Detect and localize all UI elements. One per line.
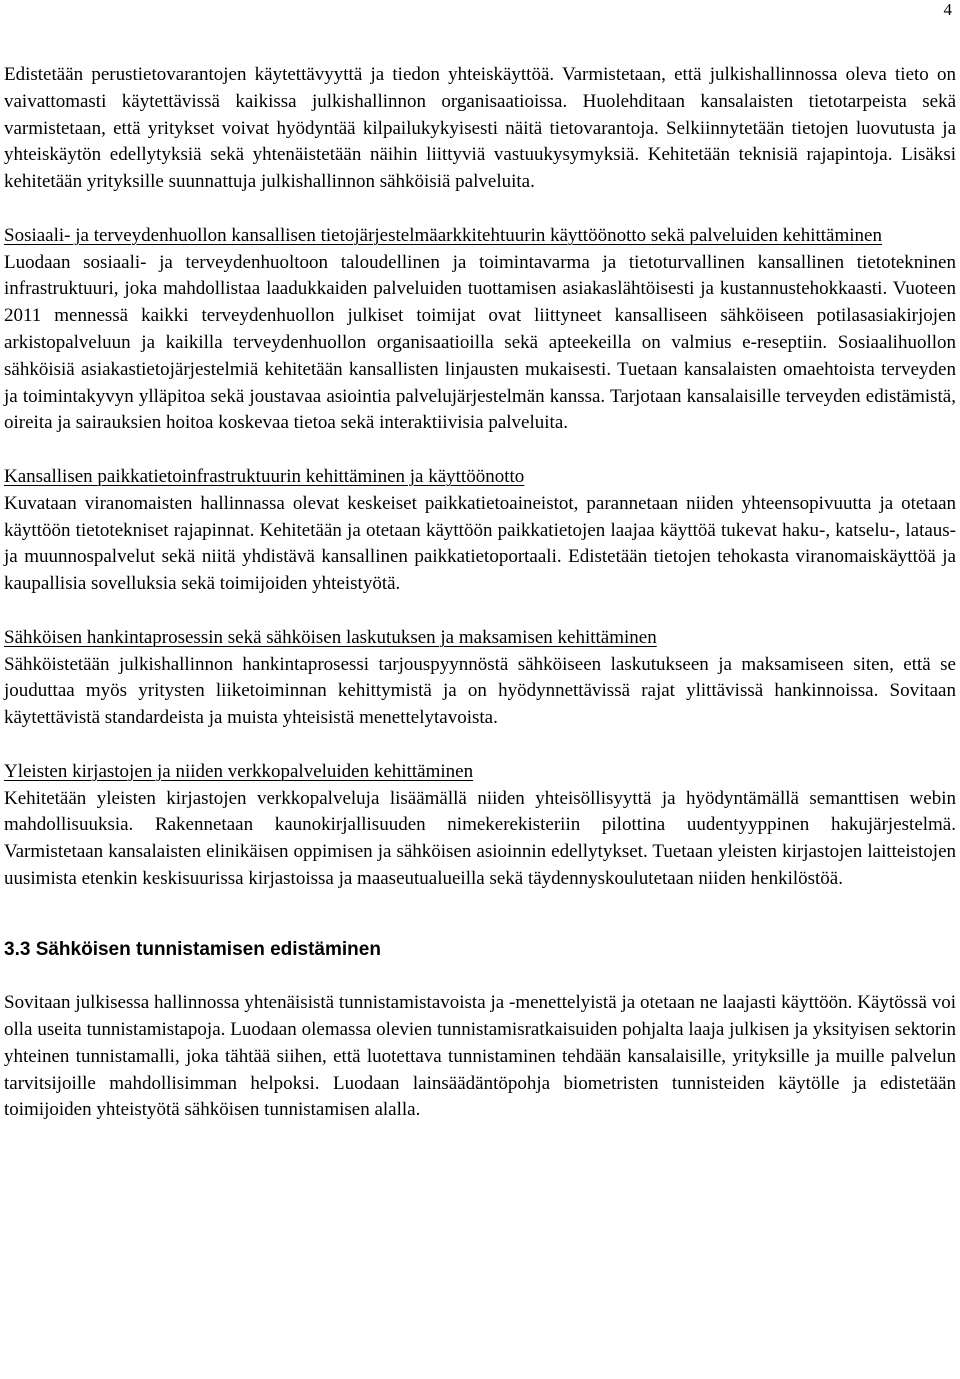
page-number: 4: [943, 0, 952, 19]
section-body: Sähköistetään julkishallinnon hankintaprosessi tarjouspyynnöstä sähköiseen laskutukseen ja maksamiseen siten, että se jouduttaa myös yritysten liiketoiminnan kehittymistä ja on hyödynnettävissä rajat ylittävissä hankinnoissa. Sovitaan käytettävistä standardeista ja muista yhteisistä menettelytavoista.: [4, 653, 956, 729]
document-body: [4, 62, 956, 1124]
section-heading: Sosiaali- ja terveydenhuollon kansallisen tietojärjestelmäarkkitehtuurin käyttöönotto sekä palveluiden kehittäminen: [4, 224, 882, 246]
chapter-body: Sovitaan julkisessa hallinnossa yhtenäisistä tunnistamistavoista ja -menettelyistä ja otetaan ne laajasti käyttöön. Käytössä voi olla useita tunnistamistapoja. Luodaan olemassa olevien tunnistamisratkaisuiden pohjalta laaja julkisen ja yksityisen sektorin yhteinen tunnistamalli, joka tähtää siihen, että luotettava tunnistaminen tehdään kansalaisille, yrityksille ja muille palvelun tarvitsijoille mahdollisimman helpoksi. Luodaan lainsäädäntöpohja biometristen tunnisteiden käytölle ja edistetään toimijoiden yhteistyötä sähköisen tunnistamisen alalla.: [4, 992, 956, 1121]
section-heading: Yleisten kirjastojen ja niiden verkkopalveluiden kehittäminen: [4, 760, 474, 782]
section-spatial-data: [4, 464, 956, 598]
section-e-procurement: [4, 625, 956, 732]
section-body: Luodaan sosiaali- ja terveydenhuoltoon taloudellinen ja toimintavarma ja tietoturvallinen kansallinen tietotekninen infrastruktuuri, joka mahdollistaa laadukkaiden palveluiden tuottamisen asiakaslähtöisesti ja kustannustehokkaasti. Vuoteen 2011 mennessä kaikki terveydenhuollon julkiset toimijat ovat liittyneet kansalliseen sähköiseen potilasasiakirjojen arkistopalveluun ja kaikilla terveydenhuollon organisaatioilla sekä apteekeilla on valmius e-reseptiin. Sosiaalihuollon sähköisiä asiakastietojärjestelmiä kehitetään kansallisten linjausten mukaisesti. Tuetaan kansalaisten omaehtoista terveyden ja toimintakyvyn ylläpitoa sekä joustavaa asiointia palvelujärjestelmän kanssa. Tarjotaan kansalaisille terveyden edistämistä, oireita ja sairauksien hoitoa koskevaa tietoa sekä interaktiivisia palveluita.: [4, 251, 956, 434]
section-body: Kehitetään yleisten kirjastojen verkkopalveluja lisäämällä niiden yhteisöllisyyttä ja hyödyntämällä semanttisen webin mahdollisuuksia. Rakennetaan kaunokirjallisuuden nimekerekisteriin pilottina uudentyyppinen hakujärjestelmä. Varmistetaan kansalaisten elinikäisen oppimisen ja sähköisen asioinnin edellytykset. Tuetaan yleisten kirjastojen laitteistojen uusimista etenkin keskisuurissa kirjastoissa ja maaseutualueilla sekä täydennyskoulutetaan niiden henkilöstöä.: [4, 787, 956, 889]
intro-paragraph: Edistetään perustietovarantojen käytettävyyttä ja tiedon yhteiskäyttöä. Varmistetaan, että julkishallinnossa oleva tieto on vaivattomasti käytettävissä kaikissa julkishallinnon organisaatioissa. Huolehditaan kansalaisten tietotarpeista sekä varmistetaan, että yritykset voivat hyödyntää kilpailukykyisesti näitä tietovarantoja. Selkiinnytetään tietojen luovutusta ja yhteiskäytön edellytyksiä sekä yhtenäistetään näihin liittyviä vastuukysymyksiä. Kehitetään teknisiä rajapintoja. Lisäksi kehitetään yrityksille suunnattuja julkishallinnon sähköisiä palveluita.: [4, 64, 956, 193]
chapter-heading: 3.3 Sähköisen tunnistamisen edistäminen: [4, 938, 381, 960]
section-social-health: [4, 223, 956, 437]
section-heading: Kansallisen paikkatietoinfrastruktuurin kehittäminen ja käyttöönotto: [4, 465, 525, 487]
section-heading: Sähköisen hankintaprosessin sekä sähköisen laskutuksen ja maksamisen kehittäminen: [4, 626, 657, 648]
section-libraries: [4, 759, 956, 893]
section-body: Kuvataan viranomaisten hallinnassa olevat keskeiset paikkatietoaineistot, parannetaan niiden yhteensopivuutta ja otetaan käyttöön tietotekniset rajapinnat. Kehitetään ja otetaan käyttöön paikkatietojen laajaa käyttöä tukevat haku-, katselu-, lataus- ja muunnospalvelut sekä niitä yhdistävä kansallinen paikkatietoportaali. Edistetään tietojen tehokasta viranomaiskäyttöä ja kaupallisia sovelluksia sekä toimijoiden yhteistyötä.: [4, 492, 956, 595]
